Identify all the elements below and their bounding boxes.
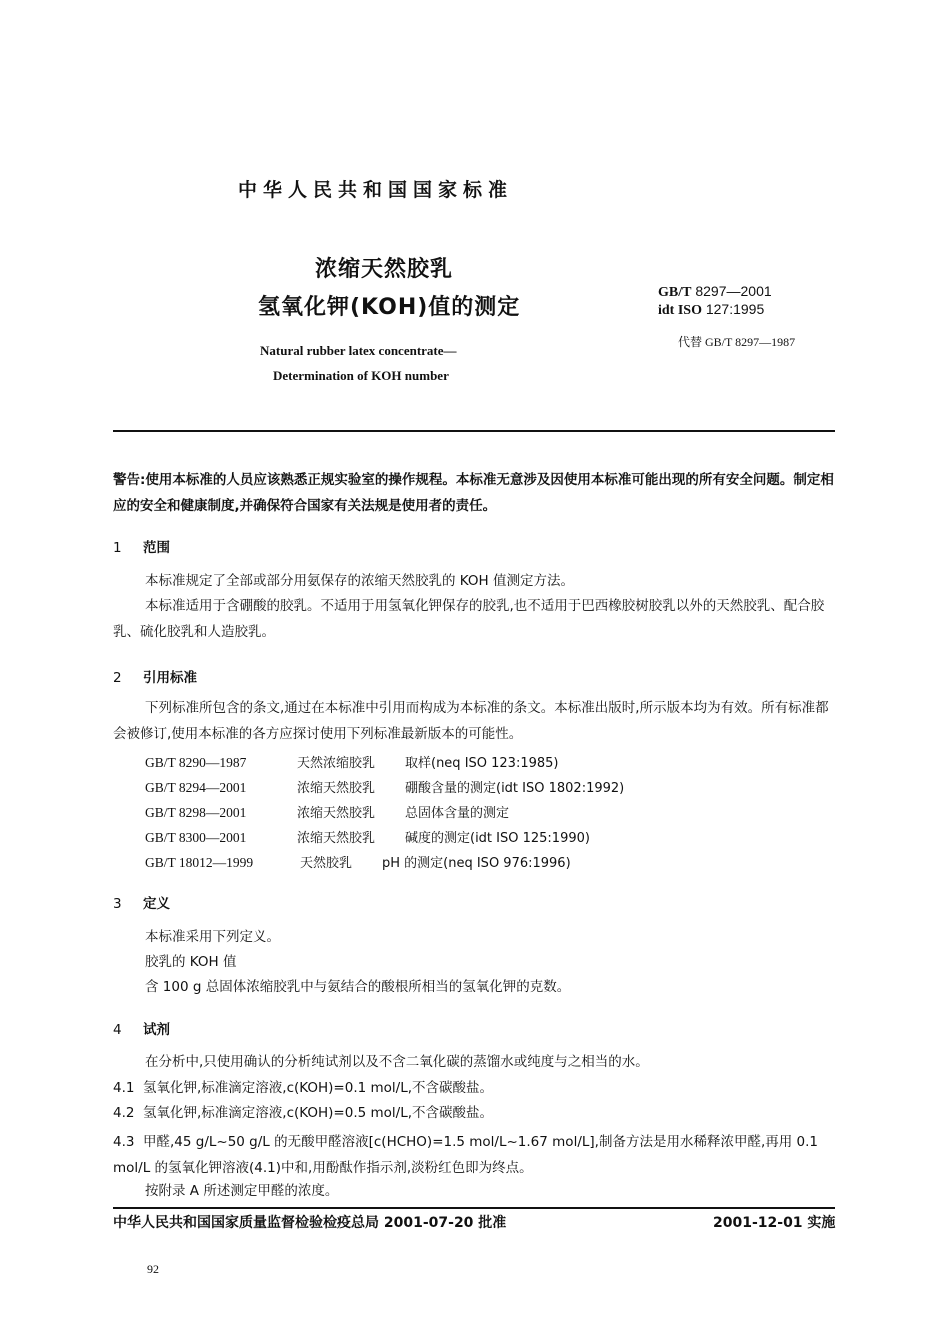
standard-number: GB/T 8297—2001 bbox=[658, 283, 772, 300]
definition-text: 含 100 g 总固体浓缩胶乳中与氨结合的酸根所相当的氢氧化钾的克数。 bbox=[145, 979, 571, 995]
title-line-2: 氢氧化钾(KOH)值的测定 bbox=[258, 295, 521, 320]
page-number: 92 bbox=[147, 1262, 159, 1276]
reagent-item: 4.1 氢氧化钾,标准滴定溶液,c(KOH)=0.1 mol/L,不含碳酸盐。 bbox=[113, 1080, 494, 1096]
reference-item: GB/T 8294—2001 浓缩天然胶乳 硼酸含量的测定(idt ISO 1802:1992) bbox=[145, 780, 625, 796]
section-1-heading: 1 范围 bbox=[113, 540, 170, 556]
reference-item: GB/T 8290—1987 天然浓缩胶乳 取样(neq ISO 123:1985) bbox=[145, 755, 559, 771]
section-3-heading: 3 定义 bbox=[113, 896, 170, 912]
section-4-heading: 4 试剂 bbox=[113, 1022, 170, 1038]
definition-term: 胶乳的 KOH 值 bbox=[145, 954, 237, 970]
safety-warning: 警告:使用本标准的人员应该熟悉正规实验室的操作规程。本标准无意涉及因使用本标准可能出现的所有安全问题。制定相应的安全和健康制度,并确保符合国家有关法规是使用者的责任。 bbox=[113, 472, 834, 514]
issuer-approval: 中华人民共和国国家质量监督检验检疫总局 2001-07-20 批准 bbox=[113, 1215, 507, 1231]
national-standard-heading: 中华人民共和国国家标准 bbox=[238, 179, 514, 201]
reference-item: GB/T 8298—2001 浓缩天然胶乳 总固体含量的测定 bbox=[145, 805, 510, 821]
section-4-paragraph-1: 在分析中,只使用确认的分析纯试剂以及不含二氧化碳的蒸馏水或纯度与之相当的水。 bbox=[145, 1054, 649, 1070]
idt-number: idt ISO 127:1995 bbox=[658, 301, 765, 318]
implementation-date: 2001-12-01 实施 bbox=[713, 1215, 836, 1231]
reference-item: GB/T 18012—1999 天然胶乳 pH 的测定(neq ISO 976:1996) bbox=[145, 855, 571, 871]
english-title-line-1: Natural rubber latex concentrate— bbox=[260, 343, 457, 358]
standard-number-block bbox=[658, 283, 772, 319]
reagent-item: 4.2 氢氧化钾,标准滴定溶液,c(KOH)=0.5 mol/L,不含碳酸盐。 bbox=[113, 1105, 494, 1121]
section-1-paragraph-2: 本标准适用于含硼酸的胶乳。不适用于用氢氧化钾保存的胶乳,也不适用于巴西橡胶树胶乳以外的天然胶乳、配合胶乳、硫化胶乳和人造胶乳。 bbox=[113, 598, 825, 640]
section-3-paragraph-1: 本标准采用下列定义。 bbox=[145, 929, 280, 945]
footer-divider bbox=[113, 1207, 835, 1209]
header-divider bbox=[113, 430, 835, 432]
section-2-heading: 2 引用标准 bbox=[113, 670, 197, 686]
english-title-line-2: Determination of KOH number bbox=[273, 368, 449, 383]
reagent-item: 4.3 甲醛,45 g/L~50 g/L 的无酸甲醛溶液[c(HCHO)=1.5 mol/L~1.67 mol/L],制备方法是用水稀释浓甲醛,再用 0.1 mol/L 的氢氧化钾溶液(4.1)中和,用酚酞作指示剂,淡粉红色即为终点。 bbox=[113, 1134, 818, 1176]
section-1-paragraph-1: 本标准规定了全部或部分用氨保存的浓缩天然胶乳的 KOH 值测定方法。 bbox=[145, 573, 574, 589]
replaces-note: 代替 GB/T 8297—1987 bbox=[678, 335, 796, 349]
title-line-1: 浓缩天然胶乳 bbox=[315, 257, 454, 282]
section-2-paragraph-1: 下列标准所包含的条文,通过在本标准中引用而构成为本标准的条文。本标准出版时,所示版本均为有效。所有标准都会被修订,使用本标准的各方应探讨使用下列标准最新版本的可能性。 bbox=[113, 700, 829, 742]
reference-item: GB/T 8300—2001 浓缩天然胶乳 碱度的测定(idt ISO 125:1990) bbox=[145, 830, 590, 846]
section-4-paragraph-after: 按附录 A 所述测定甲醛的浓度。 bbox=[145, 1183, 339, 1199]
